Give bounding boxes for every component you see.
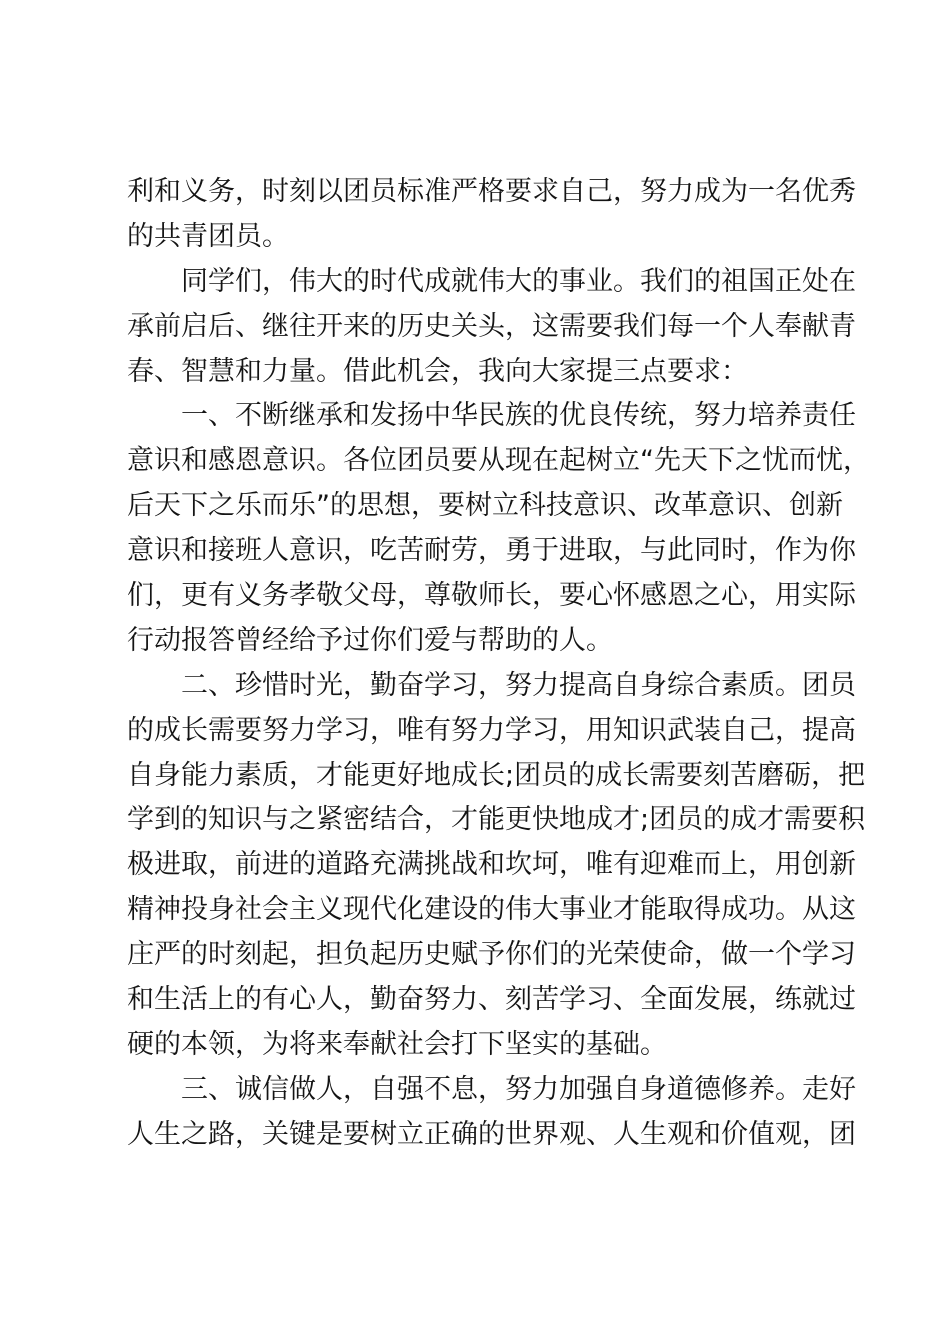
text-line: 一、不断继承和发扬中华民族的优良传统，努力培养责任 <box>181 400 856 432</box>
paragraph-requirement-1 <box>127 394 870 663</box>
text-line: 极进取，前进的道路充满挑战和坎坷，唯有迎难而上，用创新 <box>127 849 856 881</box>
text-line: 的成长需要努力学习，唯有努力学习，用知识武装自己，提高 <box>127 714 856 746</box>
text-line: 自身能力素质，才能更好地成长;团员的成长需要刻苦磨砺，把 <box>127 759 866 791</box>
text-line: 同学们，伟大的时代成就伟大的事业。我们的祖国正处在 <box>181 265 856 297</box>
text-line: 意识和接班人意识，吃苦耐劳，勇于进取，与此同时，作为你 <box>127 535 856 567</box>
text-line: 三、诚信做人，自强不息，努力加强自身道德修养。走好 <box>181 1073 856 1105</box>
text-line: 庄严的时刻起，担负起历史赋予你们的光荣使命，做一个学习 <box>127 939 856 971</box>
text-line: 利和义务，时刻以团员标准严格要求自己，努力成为一名优秀 <box>127 176 856 207</box>
text-line: 意识和感恩意识。各位团员要从现在起树立“先天下之忧而忧， <box>127 445 870 477</box>
text-line: 二、珍惜时光，勤奋学习，努力提高自身综合素质。团员 <box>181 669 856 701</box>
text-line: 硬的本领，为将来奉献社会打下坚实的基础。 <box>127 1028 667 1060</box>
text-line: 的共青团员。 <box>127 220 289 252</box>
text-line: 精神投身社会主义现代化建设的伟大事业才能取得成功。从这 <box>127 894 856 926</box>
text-line: 后天下之乐而乐”的思想，要树立科技意识、改革意识、创新 <box>127 490 843 522</box>
text-line: 人生之路，关键是要树立正确的世界观、人生观和价值观，团 <box>127 1118 856 1150</box>
text-line: 行动报答曾经给予过你们爱与帮助的人。 <box>127 624 613 656</box>
paragraph-requirement-2 <box>127 664 866 1068</box>
text-line: 春、智慧和力量。借此机会，我向大家提三点要求： <box>127 355 748 387</box>
paragraph-requirement-3 <box>127 1068 856 1158</box>
paragraph-intro <box>127 260 856 395</box>
text-line: 和生活上的有心人，勤奋努力、刻苦学习、全面发展，练就过 <box>127 984 856 1016</box>
document-body <box>127 170 870 1158</box>
paragraph-continuation <box>127 170 856 260</box>
text-line: 承前启后、继往开来的历史关头，这需要我们每一个人奉献青 <box>127 310 856 342</box>
text-line: 们，更有义务孝敬父母，尊敬师长，要心怀感恩之心，用实际 <box>127 580 856 612</box>
text-line: 学到的知识与之紧密结合，才能更快地成才;团员的成才需要积 <box>127 804 866 836</box>
